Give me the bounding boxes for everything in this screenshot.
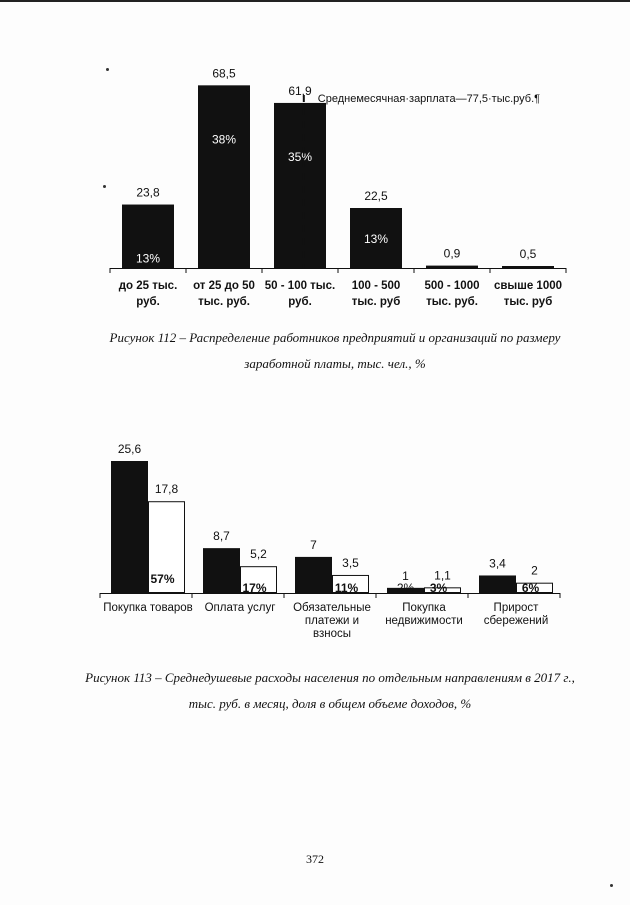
percent-label-0: 57% [150,572,175,586]
caption-figure-113 [60,665,600,717]
category-label-4: Прирост [493,602,539,614]
value-label-2: 61,9 [288,83,312,98]
category-label-3: Покупка [402,602,446,614]
category-label-5: свыше 1000 [493,280,563,292]
category-label-2: взносы [312,628,352,640]
value-label-4: 0,9 [443,246,461,261]
value-label-series2-0: 17,8 [154,482,179,497]
page-number: 372 [306,852,324,866]
category-label-3: 100 - 500 [351,280,401,292]
category-label-3: недвижимости [385,615,463,627]
percent-label-1: 17% [242,581,267,595]
value-label-series2-4: 2 [531,563,538,578]
bar-series1-4 [479,575,516,593]
scan-speck [103,185,106,188]
category-label-1: от 25 до 50 [193,280,255,292]
category-label-2: платежи и [304,615,360,627]
category-label-0: Покупка товаров [103,602,193,614]
value-label-5: 0,5 [519,247,537,261]
category-label-4: тыс. руб. [426,296,478,308]
scan-speck [610,884,613,887]
category-label-3: тыс. руб [351,296,401,308]
category-label-4: 500 - 1000 [424,280,480,292]
average-wage-annotation: Среднемесячная·зарплата—77,5·тыс.руб.¶ [317,93,541,105]
category-label-2: руб. [288,296,312,308]
caption-figure-112 [80,325,590,377]
value-label-series2-1: 5,2 [250,547,267,562]
percent-label-2: 35% [287,149,313,164]
category-label-2: Обязательные [293,602,371,614]
value-label-series1-0: 25,6 [117,442,142,456]
bar-series1-1 [203,548,240,593]
value-label-series2-2: 3,5 [342,555,359,570]
bar-series1-0 [111,461,148,593]
percent-label-4: 6% [521,581,540,595]
percent-label-1: 38% [211,132,237,147]
bar-series1-2 [295,557,332,593]
percent-label-2: 11% [334,581,359,595]
caption-112-line1: Рисунок 112 – Распределение работников предприятий и организаций по размеру [109,330,561,345]
value-label-series2-3: 1,1 [434,568,451,583]
category-label-1: Оплата услуг [204,602,276,614]
value-label-series1-2: 7 [310,537,317,552]
category-label-5: тыс. руб [503,296,553,308]
category-label-2: 50 - 100 тыс. [264,280,336,292]
value-label-3: 22,5 [364,189,388,203]
scan-speck [106,68,109,71]
value-label-series1-1: 8,7 [213,529,230,544]
percent-label-3: 13% [363,232,389,246]
caption-113-line2: тыс. руб. в месяц, доля в общем объеме доходов, % [188,696,472,711]
category-label-1: тыс. руб. [198,296,250,308]
category-label-0: руб. [136,296,160,308]
percent-label-0: 13% [135,251,161,266]
caption-113-line1: Рисунок 113 – Среднедушевые расходы населения по отдельным направлениям в 2017 г., [85,670,575,685]
value-label-series1-3: 1 [402,568,409,583]
value-label-series1-4: 3,4 [489,556,506,571]
value-label-1: 68,5 [212,66,236,81]
value-label-0: 23,8 [136,185,160,200]
category-label-0: до 25 тыс. [118,280,178,292]
percent-label-3: 3% [429,581,448,595]
extra-percent-label: 2% [396,581,415,595]
caption-112-line2: заработной платы, тыс. чел., % [244,356,426,371]
category-label-4: сбережений [483,615,549,627]
